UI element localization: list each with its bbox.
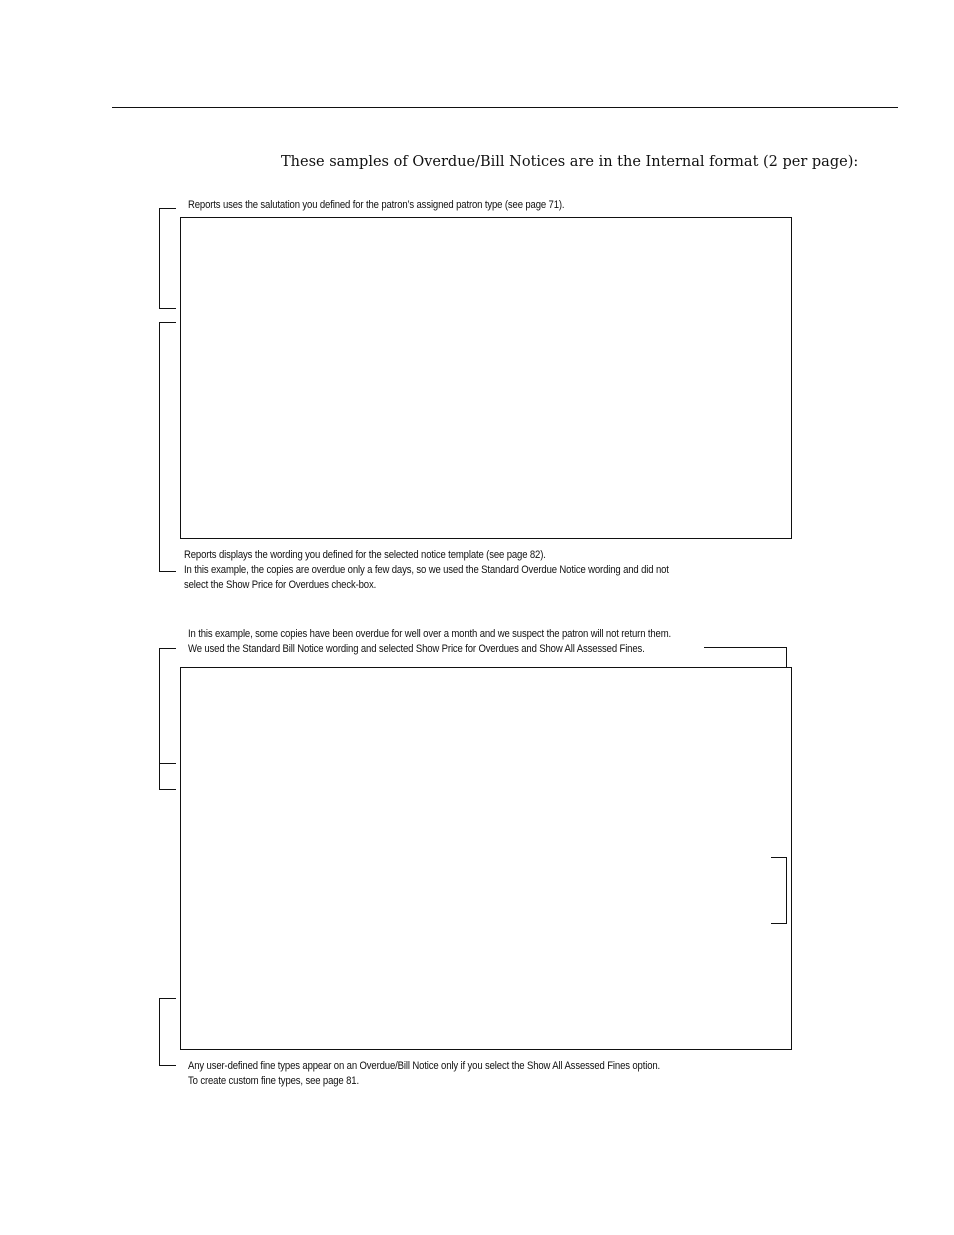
bill-right-bracket-bottom <box>771 923 787 924</box>
bill-example-callout-line-2: We used the Standard Bill Notice wording and selected Show Price for Overdues and Show All Assessed Fines. <box>188 643 645 655</box>
bill-right-bracket-side <box>786 857 787 924</box>
salutation-callout <box>188 198 564 213</box>
bill-left-bracket-upper <box>159 648 176 764</box>
bill-left-bracket-lower <box>159 763 176 790</box>
bill-example-callout-line-1: In this example, some copies have been overdue for well over a month and we suspect the patron will not return them. <box>188 628 672 640</box>
wording-callout-line-3: select the Show Price for Overdues check-box. <box>184 579 377 591</box>
wording-bracket <box>159 322 176 572</box>
intro-text: These samples of Overdue/Bill Notices are in the Internal format (2 per page): <box>281 154 859 170</box>
salutation-callout-line: Reports uses the salutation you defined for the patron’s assigned patron type (see page 71). <box>188 199 565 211</box>
wording-callout-line-1: Reports displays the wording you defined for the selected notice template (see page 82). <box>184 549 546 561</box>
header-rule <box>112 107 898 108</box>
bill-callout-leader <box>704 647 787 648</box>
salutation-bracket <box>159 208 176 309</box>
fine-types-bracket <box>159 998 176 1066</box>
overdue-notice-sample <box>180 217 792 539</box>
fine-types-callout-line-2: To create custom fine types, see page 81. <box>188 1075 359 1087</box>
fine-types-callout <box>188 1059 660 1089</box>
bill-example-callout <box>188 627 671 657</box>
bill-notice-sample <box>180 667 792 1050</box>
wording-callout-line-2: In this example, the copies are overdue only a few days, so we used the Standard Overdue Notice wording and did not <box>184 564 669 576</box>
fine-types-callout-line-1: Any user-defined fine types appear on an Overdue/Bill Notice only if you select the Show All Assessed Fines option. <box>188 1060 661 1072</box>
wording-callout <box>184 548 669 593</box>
bill-right-bracket-top <box>771 857 787 858</box>
